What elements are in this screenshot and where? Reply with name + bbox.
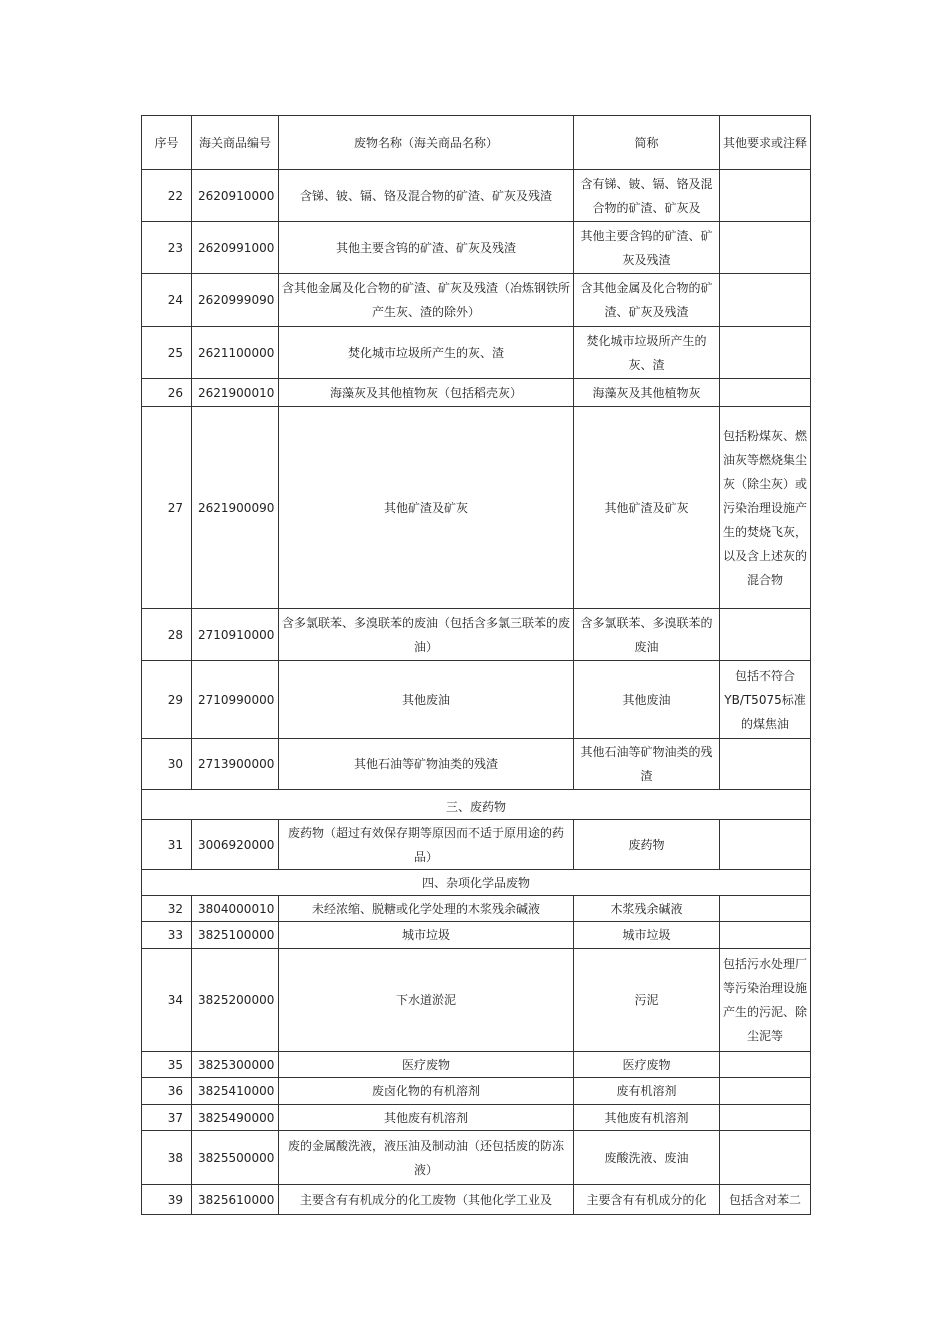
short-cell: 其他废油 (574, 661, 720, 739)
code-cell: 3825500000 (192, 1131, 279, 1185)
table-row (142, 327, 811, 379)
section-row-4 (142, 870, 811, 896)
seq-cell: 39 (142, 1185, 192, 1215)
short-cell: 主要含有有机成分的化 (574, 1185, 720, 1215)
code-cell: 2621100000 (192, 327, 279, 379)
name-cell: 含多氯联苯、多溴联苯的废油（包括含多氯三联苯的废油） (279, 609, 574, 661)
name-cell: 其他主要含钨的矿渣、矿灰及残渣 (279, 222, 574, 274)
note-cell: 包括粉煤灰、燃油灰等燃烧集尘灰（除尘灰）或污染治理设施产生的焚烧飞灰，以及含上述灰的混合物 (720, 407, 811, 609)
note-cell (720, 170, 811, 222)
note-cell (720, 896, 811, 922)
header-code: 海关商品编号 (192, 116, 279, 170)
code-cell: 3825200000 (192, 949, 279, 1052)
table-row (142, 1078, 811, 1105)
note-cell (720, 1131, 811, 1185)
table-row (142, 407, 811, 609)
seq-cell: 29 (142, 661, 192, 739)
seq-cell: 34 (142, 949, 192, 1052)
section-title: 三、废药物 (142, 790, 811, 820)
table-row (142, 820, 811, 870)
table-row (142, 609, 811, 661)
note-cell (720, 1078, 811, 1105)
short-cell: 其他矿渣及矿灰 (574, 407, 720, 609)
note-cell (720, 379, 811, 407)
note-cell (720, 1052, 811, 1078)
table-row (142, 170, 811, 222)
table-header-row (142, 116, 811, 170)
code-cell: 3825300000 (192, 1052, 279, 1078)
header-name: 废物名称（海关商品名称） (279, 116, 574, 170)
seq-cell: 27 (142, 407, 192, 609)
note-cell (720, 1105, 811, 1131)
note-cell (720, 327, 811, 379)
table-row (142, 896, 811, 922)
note-cell: 包括不符合YB/T5075标准的煤焦油 (720, 661, 811, 739)
seq-cell: 36 (142, 1078, 192, 1105)
section-title: 四、杂项化学品废物 (142, 870, 811, 896)
table-row (142, 1185, 811, 1215)
note-cell: 包括含对苯二 (720, 1185, 811, 1215)
table-row (142, 274, 811, 327)
name-cell: 废卤化物的有机溶剂 (279, 1078, 574, 1105)
name-cell: 其他废有机溶剂 (279, 1105, 574, 1131)
code-cell: 3804000010 (192, 896, 279, 922)
table-row (142, 222, 811, 274)
name-cell: 海藻灰及其他植物灰（包括稻壳灰） (279, 379, 574, 407)
name-cell: 主要含有有机成分的化工废物（其他化学工业及 (279, 1185, 574, 1215)
short-cell: 其他主要含钨的矿渣、矿 灰及残渣 (574, 222, 720, 274)
table-row (142, 739, 811, 790)
header-note: 其他要求或注释 (720, 116, 811, 170)
code-cell: 2621900090 (192, 407, 279, 609)
header-seq: 序号 (142, 116, 192, 170)
name-cell: 其他矿渣及矿灰 (279, 407, 574, 609)
name-cell: 医疗废物 (279, 1052, 574, 1078)
seq-cell: 33 (142, 922, 192, 949)
table-row (142, 1105, 811, 1131)
short-cell: 木浆残余碱液 (574, 896, 720, 922)
code-cell: 3825100000 (192, 922, 279, 949)
short-cell: 废药物 (574, 820, 720, 870)
seq-cell: 25 (142, 327, 192, 379)
short-cell: 含有锑、铍、镉、铬及混合物的矿渣、矿灰及 (574, 170, 720, 222)
seq-cell: 32 (142, 896, 192, 922)
seq-cell: 22 (142, 170, 192, 222)
name-cell: 未经浓缩、脱糖或化学处理的木浆残余碱液 (279, 896, 574, 922)
short-cell: 焚化城市垃圾所产生的灰、渣 (574, 327, 720, 379)
note-cell (720, 739, 811, 790)
table-row (142, 1131, 811, 1185)
note-cell (720, 820, 811, 870)
table-row (142, 949, 811, 1052)
code-cell: 2620910000 (192, 170, 279, 222)
short-cell: 含多氯联苯、多溴联苯的 废油 (574, 609, 720, 661)
short-cell: 含其他金属及化合物的矿渣、矿灰及残渣 (574, 274, 720, 327)
seq-cell: 26 (142, 379, 192, 407)
name-cell: 废药物（超过有效保存期等原因而不适于原用途的药品） (279, 820, 574, 870)
seq-cell: 28 (142, 609, 192, 661)
header-short: 简称 (574, 116, 720, 170)
short-cell: 废有机溶剂 (574, 1078, 720, 1105)
name-cell: 下水道淤泥 (279, 949, 574, 1052)
seq-cell: 24 (142, 274, 192, 327)
name-cell: 废的金属酸洗液，液压油及制动油（还包括废的防冻液） (279, 1131, 574, 1185)
name-cell: 含其他金属及化合物的矿渣、矿灰及残渣（冶炼钢铁所产生灰、渣的除外） (279, 274, 574, 327)
short-cell: 污泥 (574, 949, 720, 1052)
name-cell: 其他废油 (279, 661, 574, 739)
code-cell: 3006920000 (192, 820, 279, 870)
code-cell: 2710910000 (192, 609, 279, 661)
code-cell: 3825610000 (192, 1185, 279, 1215)
note-cell (720, 609, 811, 661)
name-cell: 其他石油等矿物油类的残渣 (279, 739, 574, 790)
table-row (142, 379, 811, 407)
seq-cell: 30 (142, 739, 192, 790)
seq-cell: 31 (142, 820, 192, 870)
code-cell: 2713900000 (192, 739, 279, 790)
code-cell: 3825410000 (192, 1078, 279, 1105)
code-cell: 2621900010 (192, 379, 279, 407)
short-cell: 海藻灰及其他植物灰 (574, 379, 720, 407)
waste-catalog-table (141, 115, 811, 1215)
table-row (142, 922, 811, 949)
code-cell: 2620991000 (192, 222, 279, 274)
seq-cell: 23 (142, 222, 192, 274)
short-cell: 废酸洗液、废油 (574, 1131, 720, 1185)
code-cell: 2710990000 (192, 661, 279, 739)
code-cell: 3825490000 (192, 1105, 279, 1131)
code-cell: 2620999090 (192, 274, 279, 327)
short-cell: 城市垃圾 (574, 922, 720, 949)
note-cell (720, 222, 811, 274)
short-cell: 其他废有机溶剂 (574, 1105, 720, 1131)
note-cell (720, 922, 811, 949)
short-cell: 其他石油等矿物油类的残渣 (574, 739, 720, 790)
name-cell: 焚化城市垃圾所产生的灰、渣 (279, 327, 574, 379)
section-row-3 (142, 790, 811, 820)
table-row (142, 1052, 811, 1078)
name-cell: 含锑、铍、镉、铬及混合物的矿渣、矿灰及残渣 (279, 170, 574, 222)
seq-cell: 37 (142, 1105, 192, 1131)
note-cell (720, 274, 811, 327)
note-cell: 包括污水处理厂等污染治理设施产生的污泥、除尘泥等 (720, 949, 811, 1052)
seq-cell: 38 (142, 1131, 192, 1185)
short-cell: 医疗废物 (574, 1052, 720, 1078)
name-cell: 城市垃圾 (279, 922, 574, 949)
table-row (142, 661, 811, 739)
seq-cell: 35 (142, 1052, 192, 1078)
